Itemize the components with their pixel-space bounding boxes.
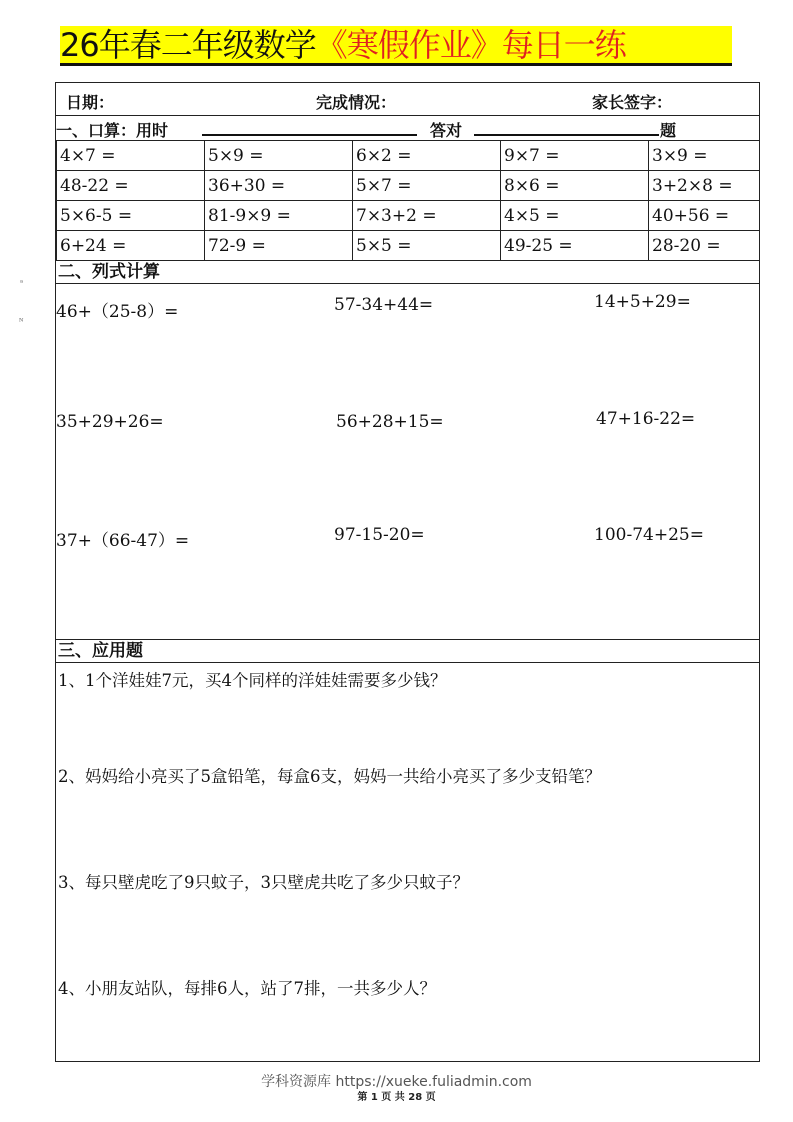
oral-calc-cell[interactable]: 6+24 = — [57, 231, 205, 261]
column-calc-item[interactable]: 35+29+26= — [56, 412, 164, 432]
worksheet-frame — [55, 82, 760, 1062]
section1-header — [56, 116, 759, 140]
date-label: 日期： — [66, 93, 115, 112]
completion-label: 完成情况： — [316, 93, 397, 112]
column-calc-item[interactable]: 37+（66-47）= — [56, 531, 190, 551]
footer-watermark: 学科资源库 https://xueke.fuliadmin.com — [261, 1074, 532, 1090]
oral-calc-cell[interactable]: 5×6-5 = — [57, 201, 205, 231]
oral-calc-cell[interactable]: 72-9 = — [205, 231, 353, 261]
header-row — [56, 83, 759, 116]
oral-calc-cell[interactable]: 9×7 = — [501, 141, 649, 171]
worksheet-title-banner — [60, 26, 732, 66]
correct-count-blank[interactable] — [474, 118, 659, 136]
oral-calc-cell[interactable]: 6×2 = — [353, 141, 501, 171]
oral-calc-cell[interactable]: 5×7 = — [353, 171, 501, 201]
column-calc-item[interactable]: 97-15-20= — [334, 525, 425, 545]
column-calc-item[interactable]: 14+5+29= — [594, 292, 691, 312]
column-calc-item[interactable]: 56+28+15= — [336, 412, 444, 432]
table-row — [57, 171, 760, 201]
oral-calc-cell[interactable]: 3×9 = — [649, 141, 760, 171]
word-problem-4[interactable]: 4、小朋友站队，每排6人，站了7排，一共多少人？ — [58, 979, 436, 998]
oral-calc-cell[interactable]: 49-25 = — [501, 231, 649, 261]
scan-artifact-mark: ᴺ — [19, 317, 24, 326]
parent-signature-label: 家长签字： — [592, 93, 673, 112]
oral-calc-cell[interactable]: 7×3+2 = — [353, 201, 501, 231]
oral-calc-cell[interactable]: 81-9×9 = — [205, 201, 353, 231]
section1-title: 一、口算：用时 — [56, 121, 169, 140]
column-calc-item[interactable]: 57-34+44= — [334, 295, 434, 315]
table-row — [57, 141, 760, 171]
oral-calc-cell[interactable]: 4×5 = — [501, 201, 649, 231]
title-homework-name: 《寒假作业》每日一练 — [315, 26, 626, 64]
oral-calc-cell[interactable]: 4×7 = — [57, 141, 205, 171]
word-problem-1[interactable]: 1、1个洋娃娃7元，买4个同样的洋娃娃需要多少钱？ — [58, 671, 447, 690]
scan-artifact-mark: ᵃ — [20, 278, 24, 287]
oral-calc-cell[interactable]: 8×6 = — [501, 171, 649, 201]
correct-count-label: 答对 — [430, 121, 463, 140]
column-calc-item[interactable]: 46+（25-8）= — [56, 302, 179, 322]
column-calc-item[interactable]: 47+16-22= — [596, 409, 696, 429]
oral-calc-cell[interactable]: 48-22 = — [57, 171, 205, 201]
page-number: 第 1 页 共 28 页 — [357, 1092, 436, 1103]
column-calc-item[interactable]: 100-74+25= — [594, 525, 704, 545]
question-unit-label: 题 — [660, 121, 677, 140]
title-red-underline — [360, 63, 732, 66]
title-grade-subject: 26年春二年级数学 — [60, 26, 316, 64]
section3-title: 三、应用题 — [56, 639, 759, 663]
oral-calc-cell[interactable]: 3+2×8 = — [649, 171, 760, 201]
section2-title: 二、列式计算 — [56, 260, 759, 284]
oral-calc-cell[interactable]: 28-20 = — [649, 231, 760, 261]
table-row — [57, 231, 760, 261]
oral-calc-cell[interactable]: 5×9 = — [205, 141, 353, 171]
time-used-blank[interactable] — [202, 118, 417, 136]
word-problem-2[interactable]: 2、妈妈给小亮买了5盒铅笔，每盒6支，妈妈一共给小亮买了多少支铅笔？ — [58, 767, 601, 786]
oral-calc-table — [56, 140, 760, 261]
oral-calc-cell[interactable]: 5×5 = — [353, 231, 501, 261]
oral-calc-cell[interactable]: 36+30 = — [205, 171, 353, 201]
word-problem-3[interactable]: 3、每只壁虎吃了9只蚊子，3只壁虎共吃了多少只蚊子？ — [58, 873, 469, 892]
oral-calc-cell[interactable]: 40+56 = — [649, 201, 760, 231]
table-row — [57, 201, 760, 231]
